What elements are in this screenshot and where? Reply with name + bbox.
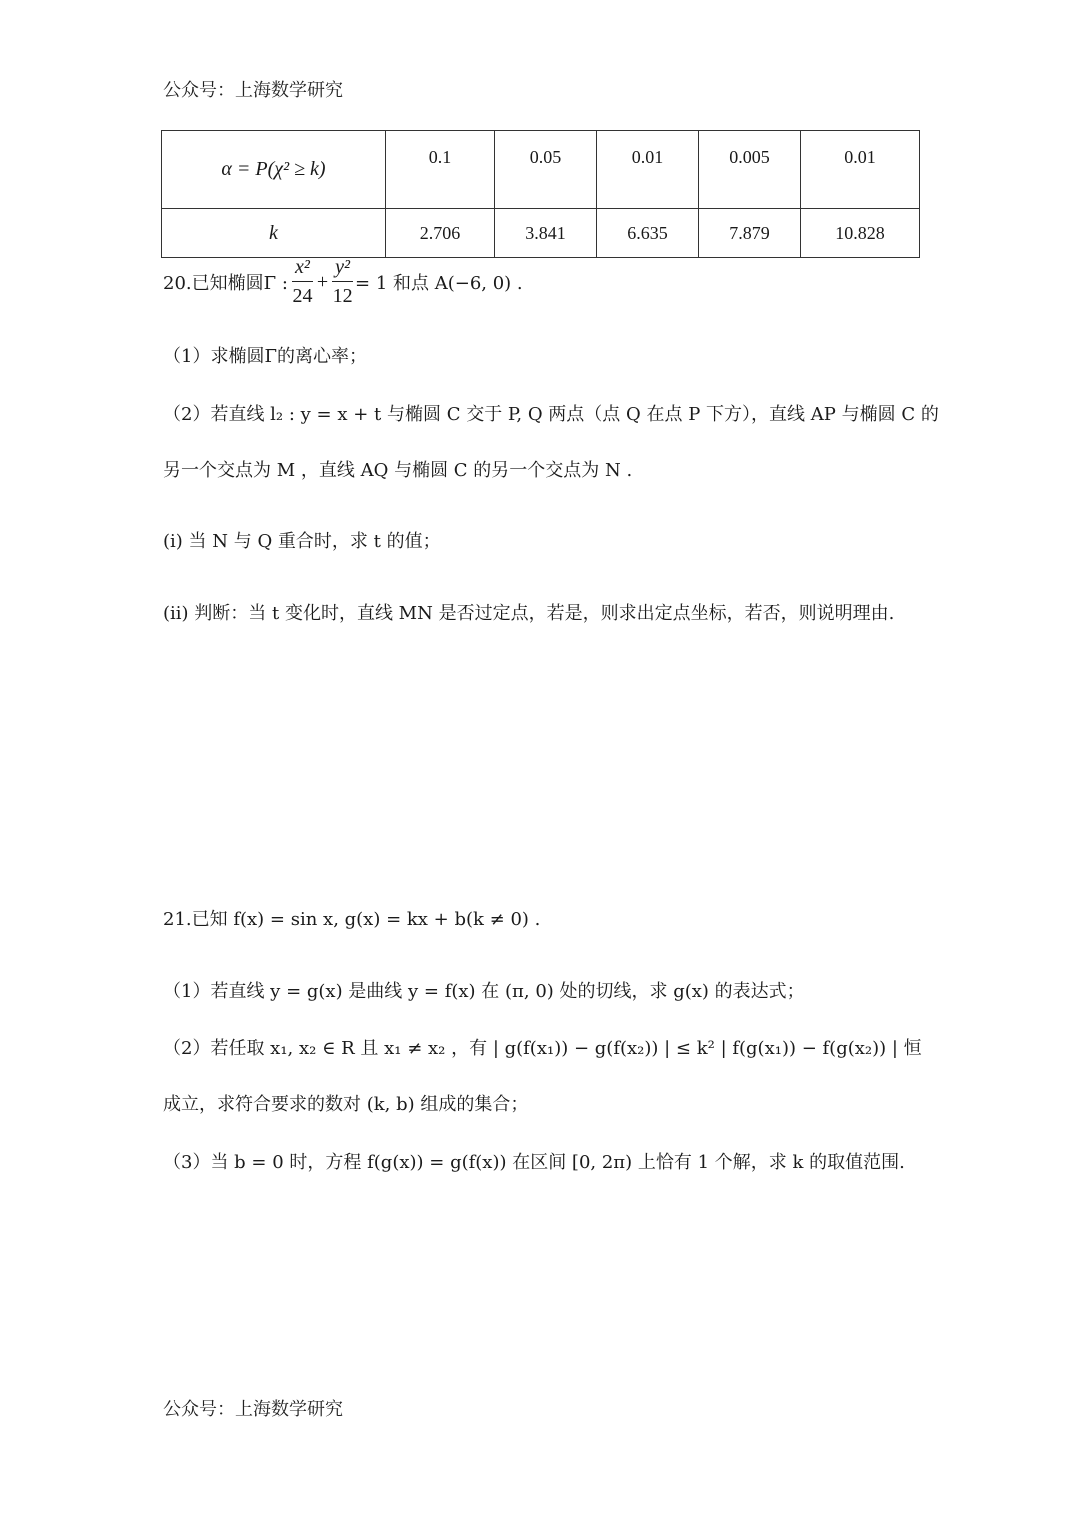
q20-part2-line1: （2）若直线 l₂ : y = x + t 与椭圆 C 交于 P, Q 两点（点 Q 在点 P 下方），直线 AP 与椭圆 C 的 (163, 404, 939, 425)
table-cell: 0.01 (597, 131, 699, 209)
table-row-alpha (162, 131, 920, 209)
table-cell: 10.828 (801, 209, 920, 258)
chi-square-critical-value-table (161, 130, 920, 258)
fraction-numerator: x² (292, 256, 313, 282)
q21-intro: 21.已知 f(x) = sin x, g(x) = kx + b(k ≠ 0) . (163, 909, 541, 930)
q20-intro-prefix: 20.已知椭圆Γ : (163, 273, 288, 294)
fraction-x (292, 256, 313, 308)
q21-part3: （3）当 b = 0 时，方程 f(g(x)) = g(f(x)) 在区间 [0, 2π) 上恰有 1 个解，求 k 的取值范围. (163, 1152, 905, 1173)
fraction-denominator: 24 (292, 285, 313, 307)
plus-sign: + (316, 270, 329, 293)
table-cell: 0.05 (495, 131, 597, 209)
fraction-numerator: y² (332, 256, 353, 282)
q20-part2-line2: 另一个交点为 M ，直线 AQ 与椭圆 C 的另一个交点为 N . (163, 460, 633, 481)
table-cell: 0.1 (386, 131, 495, 209)
table-cell: 3.841 (495, 209, 597, 258)
table-header-alpha: α = P(χ² ≥ k) (162, 131, 386, 209)
page-header: 公众号：上海数学研究 (163, 80, 343, 101)
table-cell: 7.879 (699, 209, 801, 258)
table-cell: 6.635 (597, 209, 699, 258)
q20-ellipse-equation (290, 256, 523, 308)
table-cell: 0.01 (801, 131, 920, 209)
q21-part2-line2: 成立，求符合要求的数对 (k, b) 组成的集合； (163, 1094, 529, 1115)
q21-part1: （1）若直线 y = g(x) 是曲线 y = f(x) 在 (π, 0) 处的切线，求 g(x) 的表达式； (163, 981, 805, 1002)
table-header-k: k (162, 209, 386, 258)
q20-sub-i: (i) 当 N 与 Q 重合时，求 t 的值； (163, 531, 441, 552)
table-cell: 0.005 (699, 131, 801, 209)
fraction-y (332, 256, 353, 308)
q21-part2-line1: （2）若任取 x₁, x₂ ∈ R 且 x₁ ≠ x₂ ，有 | g(f(x₁)) − g(f(x₂)) | ≤ k² | f(g(x₁)) − f(g(x₂)) | 恒 (163, 1038, 922, 1059)
fraction-denominator: 12 (332, 285, 353, 307)
page-footer: 公众号：上海数学研究 (163, 1399, 343, 1420)
q20-intro-suffix: = 1 和点 A(−6, 0) . (355, 273, 523, 294)
table-cell: 2.706 (386, 209, 495, 258)
q20-sub-ii: (ii) 判断：当 t 变化时，直线 MN 是否过定点，若是，则求出定点坐标，若否，则说明理由. (163, 603, 895, 624)
q20-part1: （1）求椭圆Γ的离心率； (163, 346, 367, 367)
table-row-k (162, 209, 920, 258)
